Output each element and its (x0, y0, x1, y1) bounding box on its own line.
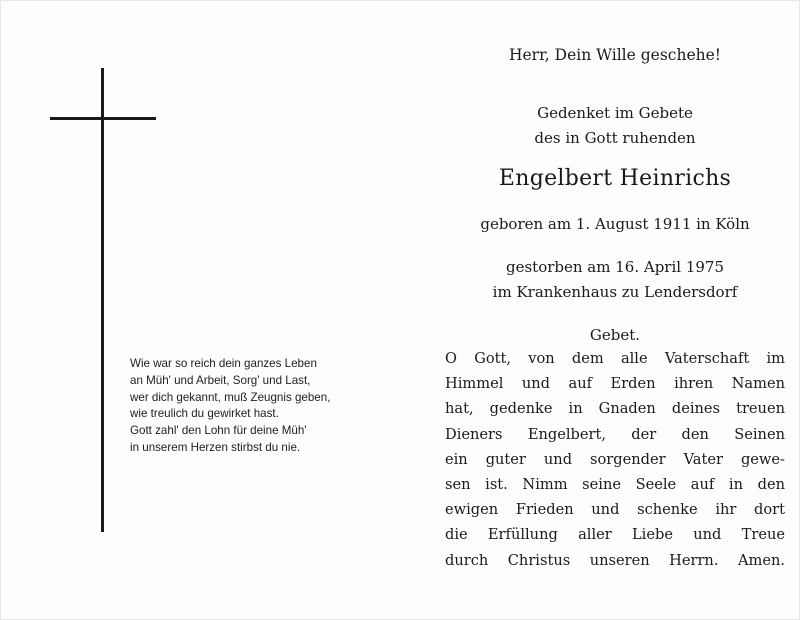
prayer-line: die Erfüllung aller Liebe und Treue (445, 526, 785, 544)
prayer-line: Himmel und auf Erden ihren Namen (445, 375, 785, 393)
prayer-line: ewigen Frieden und schenke ihr dort (445, 501, 785, 519)
poem-line: an Müh' und Arbeit, Sorg' und Last, (130, 373, 311, 387)
prayer-line: sen ist. Nimm seine Seele auf in den (445, 476, 785, 494)
prayer-line: O Gott, von dem alle Vaterschaft im (445, 350, 785, 367)
poem-line: Wie war so reich dein ganzes Leben (130, 357, 317, 370)
death-info: gestorben am 16. April 1975 (505, 258, 724, 276)
prayer-text (445, 346, 785, 573)
cross-vertical-beam (101, 68, 104, 532)
prayer-line: durch Christus unseren Herrn. Amen. (445, 551, 785, 569)
poem-line: wie treulich du gewirket hast. (130, 407, 279, 421)
poem-line: in unserem Herzen stirbst du nie. (130, 440, 301, 454)
birth-info: geboren am 1. August 1911 in Köln (480, 215, 750, 233)
prayer-title: Gebet. (589, 326, 641, 344)
remember-line-2: des in Gott ruhenden (534, 129, 696, 147)
prayer-line: Dieners Engelbert, der den Seinen (445, 425, 785, 443)
poem-line: wer dich gekannt, muß Zeugnis geben, (130, 390, 331, 404)
prayer-line: ein guter und sorgender Vater gewe- (445, 450, 785, 468)
deceased-name: Engelbert Heinrichs (498, 166, 732, 191)
motto: Herr, Dein Wille geschehe! (508, 46, 722, 64)
cross-horizontal-beam (50, 117, 156, 120)
remember-line-1: Gedenket im Gebete (537, 104, 693, 122)
prayer-line: hat, gedenke in Gnaden deines treuen (445, 400, 785, 418)
memorial-poem (130, 356, 420, 457)
death-place: im Krankenhaus zu Lendersdorf (492, 283, 738, 301)
poem-line: Gott zahl' den Lohn für deine Müh' (130, 424, 307, 438)
